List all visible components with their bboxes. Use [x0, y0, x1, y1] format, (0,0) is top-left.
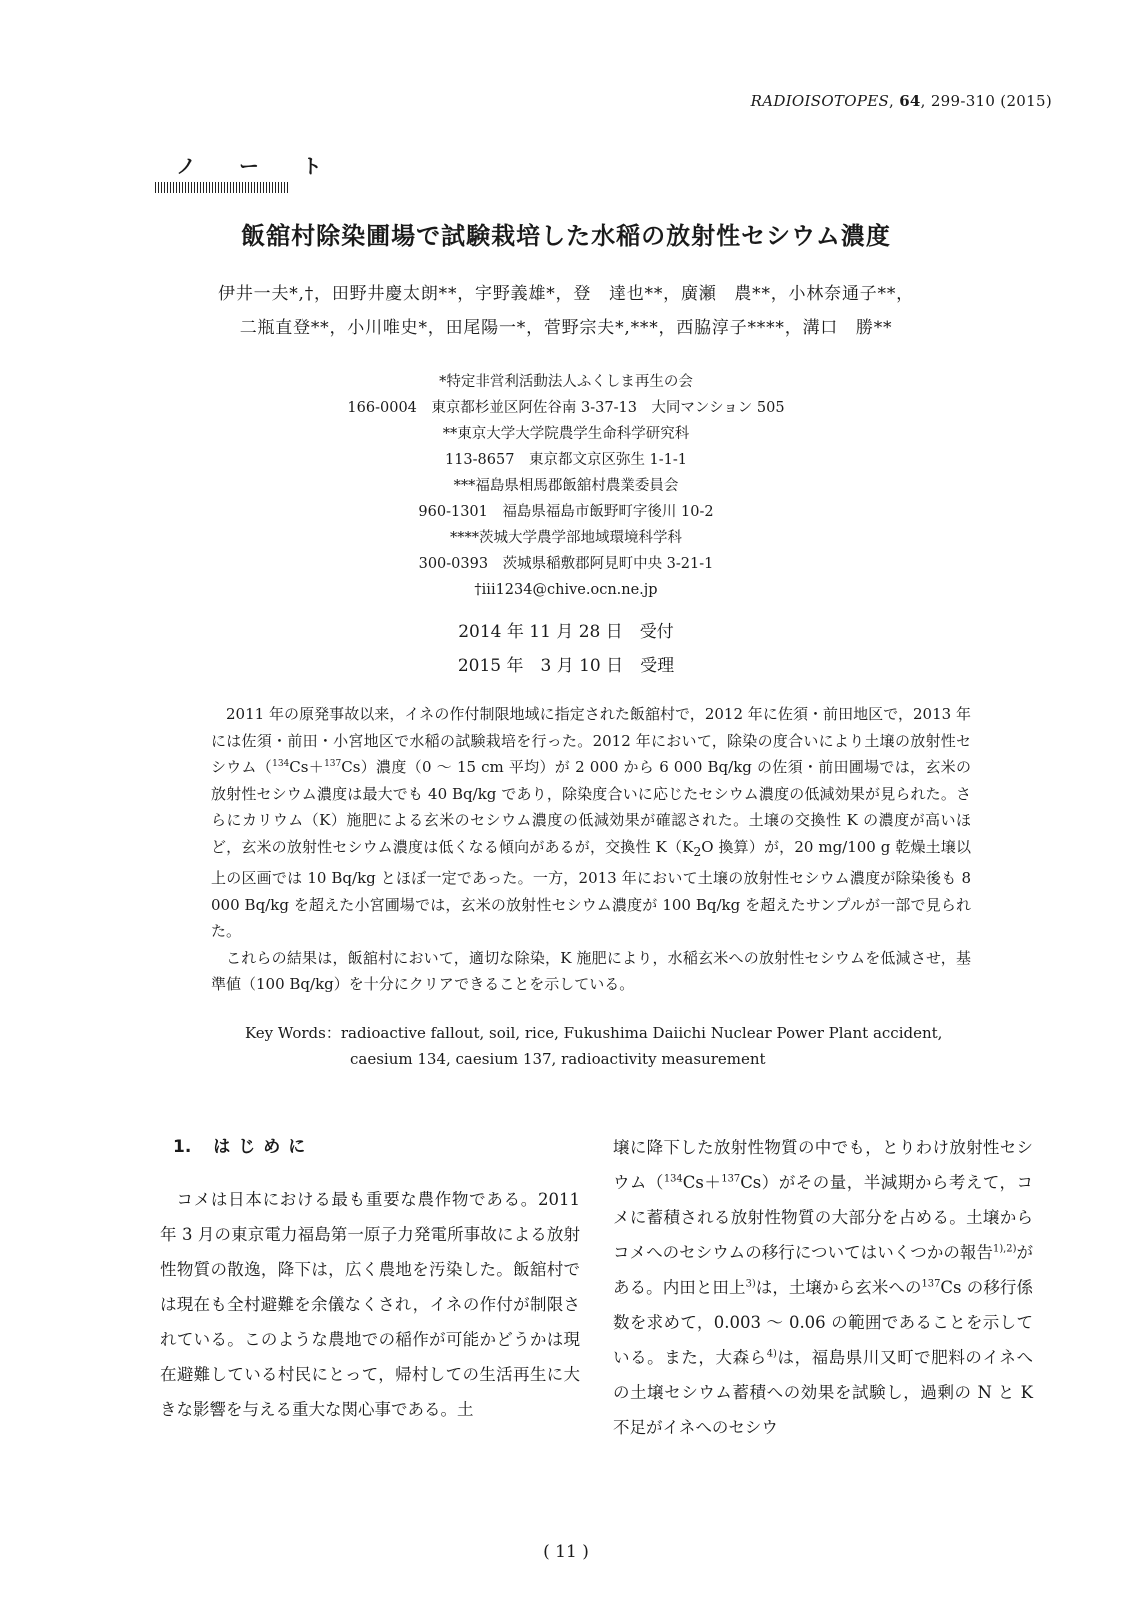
body-text: Cs）がその量，半減期から考えて，コメに蓄積される放射性物質の大部分を占める。土壌からコメへのセシウムの移行についてはいくつかの報告: [613, 1173, 1034, 1262]
contact-email: †iii1234@chive.ocn.ne.jp: [474, 582, 658, 598]
reference-marker: 4): [766, 1348, 777, 1360]
author-line-2: 二瓶直登**，小川唯史*，田尾陽一*，菅野宗夫*,***，西脇淳子****，溝口 勝**: [239, 318, 893, 338]
reference-marker: 3): [745, 1278, 756, 1290]
journal-volume: 64: [899, 92, 921, 110]
body-text: がある。内田と田上: [613, 1243, 1033, 1297]
isotope-superscript: 137: [721, 1173, 741, 1185]
abstract-text: O 換算）が，20 mg/100 g 乾燥土壌以上の区画では 10 Bq/kg とほぼ一定であった。一方，2013 年において土壌の放射性セシウム濃度が除染後も 8 000 Bq/kg を超えた小宮圃場では，玄米の放射性セシウム濃度が 100 Bq/kg を超えたサンプルが一部で見られた。: [211, 837, 971, 940]
affiliation-line: 166-0004 東京都杉並区阿佐谷南 3-37-13 大同マンション 505: [347, 400, 785, 416]
paper-title: 飯舘村除染圃場で試験栽培した水稲の放射性セシウム濃度: [241, 222, 891, 250]
journal-pages-year: 299-310 (2015): [930, 92, 1052, 110]
received-date: 2014 年 11 月 28 日 受付: [458, 622, 674, 642]
body-text: Cs の移行係数を求めて，0.003 ～ 0.06 の範囲であることを示している。また，大森ら: [613, 1278, 1034, 1367]
abstract-text: Cs＋: [289, 758, 325, 776]
section-heading: [160, 1130, 580, 1165]
formula-subscript: 2: [693, 843, 702, 859]
author-line-1: 伊井一夫*,†，田野井慶太朗**，宇野義雄*，登 達也**，廣瀬 農**，小林奈通子**，: [218, 284, 914, 304]
section-title: はじめに: [213, 1137, 314, 1157]
body-column-left: [160, 1130, 580, 1427]
body-text: は，土壌から玄米への: [755, 1278, 922, 1297]
abstract-text: Cs）濃度（0 ～ 15 cm 平均）が 2 000 から 6 000 Bq/kg の佐須・前田圃場では，玄米の放射性セシウム濃度は最大でも 40 Bq/kg であり，除染度合いに応じたセシウム濃度の低減効果が見られた。さらにカリウム（K）施肥による玄米のセシウム濃度の低減効果が確認された。土壌の交換性 K の濃度が高いほど，玄米の放射性セシウム濃度は低くなる傾向があるが，交換性 K（K: [211, 758, 971, 856]
keywords-line-2: caesium 134, caesium 137, radioactivity measurement: [350, 1050, 766, 1068]
section-number: 1.: [173, 1137, 192, 1157]
body-paragraph: コメは日本における最も重要な農作物である。2011 年 3 月の東京電力福島第一原子力発電所事故による放射性物質の散逸，降下は，広く農地を汚染した。飯舘村では現在も全村避難を余儀なくされ，イネの作付が制限されている。このような農地での稲作が可能かどうかは現在避難している村民にとって，帰村しての生活再生に大きな影響を与える重大な関心事である。土: [160, 1190, 580, 1419]
abstract: [211, 701, 971, 998]
body-text: 壌に降下した放射性物質の中でも，とりわけ放射性セシウム（: [613, 1138, 1033, 1192]
isotope-superscript: 137: [921, 1278, 941, 1290]
body-paragraph: [613, 1130, 1033, 1445]
body-column-right: [613, 1130, 1033, 1445]
journal-citation: RADIOISOTOPES, 64, 299-310 (2015): [750, 92, 1052, 110]
dates: [0, 615, 1132, 683]
affiliation-line: 113-8657 東京都文京区弥生 1-1-1: [444, 452, 688, 468]
journal-name: RADIOISOTOPES: [750, 92, 890, 110]
affiliation-line: **東京大学大学院農学生命科学研究科: [442, 426, 690, 442]
section-rule: [155, 182, 289, 193]
reference-marker: 1),2): [993, 1243, 1017, 1255]
body-text: は，福島県川又町で肥料のイネへの土壌セシウム蓄積への効果を試験し，過剰の N と K 不足がイネへのセシウ: [613, 1348, 1034, 1437]
accepted-date: 2015 年 3 月 10 日 受理: [457, 656, 675, 676]
keywords-line-1: radioactive fallout, soil, rice, Fukushima Daiichi Nuclear Power Plant accident,: [340, 1024, 943, 1042]
abstract-text: 2011 年の原発事故以来，イネの作付制限地域に指定された飯舘村で，2012 年に佐須・前田地区で，2013 年には佐須・前田・小宮地区で水稲の試験栽培を行った。2012 年において，除染の度合いにより土壌の放射性セシウム（: [211, 705, 971, 776]
isotope-superscript: 137: [324, 759, 342, 769]
abstract-paragraph-1: [211, 701, 971, 945]
affiliation-line: *特定非営利活動法人ふくしま再生の会: [439, 374, 693, 390]
affiliations: [0, 369, 1132, 603]
body-text: Cs＋: [682, 1173, 722, 1192]
section-label: ノ ー ト: [176, 154, 340, 178]
keywords: [245, 1020, 1005, 1072]
affiliation-line: 960-1301 福島県福島市飯野町字後川 10-2: [418, 504, 714, 520]
affiliation-line: ***福島県相馬郡飯舘村農業委員会: [453, 478, 679, 494]
keywords-label: Key Words：: [245, 1024, 341, 1042]
page-number: ( 11 ): [543, 1542, 589, 1562]
isotope-superscript: 134: [272, 759, 290, 769]
affiliation-line: ****茨城大学農学部地域環境科学科: [450, 530, 682, 546]
affiliation-line: 300-0393 茨城県稲敷郡阿見町中央 3-21-1: [418, 556, 714, 572]
isotope-superscript: 134: [663, 1173, 683, 1185]
abstract-paragraph-2: これらの結果は，飯舘村において，適切な除染，K 施肥により，水稲玄米への放射性セシウムを低減させ，基準値（100 Bq/kg）を十分にクリアできることを示している。: [211, 948, 971, 993]
